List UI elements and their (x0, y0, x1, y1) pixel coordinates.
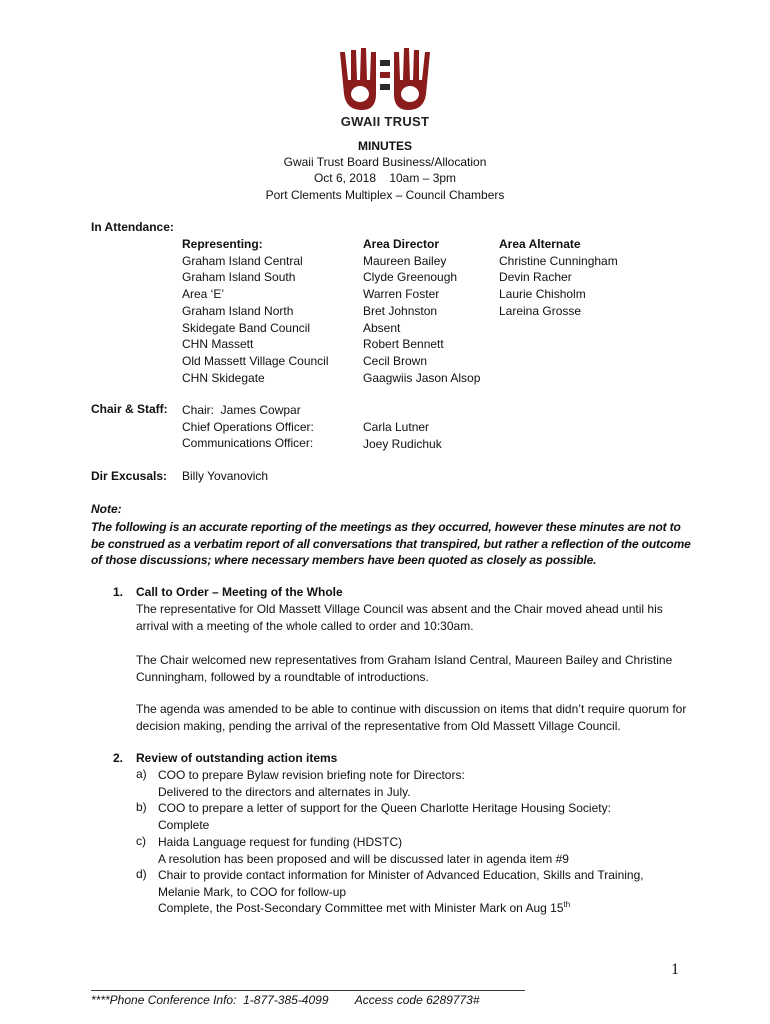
item-letter: a) (136, 767, 147, 781)
action-item-text: COO to prepare a letter of support for the Queen Charlotte Heritage Housing Society: (158, 801, 611, 815)
director-item: Gaagwiis Jason Alsop (363, 370, 481, 385)
footer-conference-info: ****Phone Conference Info: 1-877-385-4099 Access code 6289773# (91, 993, 480, 1007)
director-item: Clyde Greenough (363, 270, 458, 285)
representing-header: Representing: (182, 237, 263, 251)
alternate-item: Christine Cunningham (499, 253, 618, 268)
section-2-title: Review of outstanding action items (136, 751, 338, 765)
action-item (158, 867, 678, 917)
action-item-text: Chair to provide contact information for Minister of Advanced Education, Skills and Training, (158, 868, 644, 882)
attendance-label: In Attendance: (91, 220, 174, 234)
director-item: Robert Bennett (363, 337, 444, 352)
director-item: Maureen Bailey (363, 253, 447, 268)
director-item: Warren Foster (363, 287, 440, 302)
director-item: Bret Johnston (363, 303, 438, 318)
action-item-status-text: Complete, the Post-Secondary Committee met with Minister Mark on Aug 15 (158, 901, 564, 916)
action-item (158, 767, 678, 800)
action-item-status (158, 900, 678, 917)
chair-staff-roles (182, 402, 314, 452)
representing-item: Area ‘E’ (182, 287, 225, 302)
area-alternate-column (499, 236, 618, 320)
alternate-item: Devin Racher (499, 270, 572, 285)
action-item (158, 800, 678, 833)
note-body: The following is an accurate reporting of the meetings as they occurred, however these minutes are not to be construed as a verbatim report of all conversations that transpired, but rather a reflection of the outcome of those discussions; where necessary members have been quoted as closely as possible. (91, 520, 691, 568)
representing-item: Graham Island North (182, 303, 294, 318)
section-1-paragraph: The Chair welcomed new representatives from Graham Island Central, Maureen Bailey and Christine Cunningham, followed by a roundtable of introductions. (136, 653, 673, 684)
meeting-location: Port Clements Multiplex – Council Chambers (265, 188, 505, 202)
representing-item: CHN Massett (182, 337, 254, 352)
document-title: MINUTES (358, 139, 412, 153)
alternate-item: Lareina Grosse (499, 303, 582, 318)
alternate-item: Laurie Chisholm (499, 287, 586, 302)
action-item-text: COO to prepare Bylaw revision briefing note for Directors: (158, 768, 465, 782)
representing-item: Graham Island South (182, 270, 296, 285)
representing-column (182, 236, 329, 386)
action-item-status: A resolution has been proposed and will be discussed later in agenda item #9 (158, 851, 569, 866)
item-letter: d) (136, 867, 147, 881)
section-1-title: Call to Order – Meeting of the Whole (136, 585, 343, 599)
note-heading: Note: (91, 502, 122, 516)
representing-item: CHN Skidegate (182, 370, 265, 385)
section-1-paragraph: The agenda was amended to be able to continue with discussion on items that didn’t require quorum for decision making, pending the arrival of the representative from Old Massett Village Council. (136, 702, 687, 733)
chair-role: Chair: James Cowpar (182, 403, 301, 417)
coo-name: Carla Lutner (363, 420, 430, 434)
area-director-header: Area Director (363, 237, 440, 251)
section-1-number: 1. (113, 585, 124, 599)
area-director-column (363, 236, 480, 386)
meeting-name: Gwaii Trust Board Business/Allocation (283, 155, 487, 169)
area-alternate-header: Area Alternate (499, 237, 581, 251)
ordinal-suffix: th (563, 900, 571, 910)
action-item-status: Complete (158, 817, 210, 832)
meeting-date-time: Oct 6, 2018 10am – 3pm (313, 171, 457, 185)
excusals-value: Billy Yovanovich (182, 469, 269, 483)
action-item-status: Delivered to the directors and alternates in July. (158, 784, 411, 799)
footer-divider (91, 990, 525, 991)
action-item (158, 834, 678, 867)
action-item-text-cont: Melanie Mark, to COO for follow-up (158, 884, 347, 899)
director-item: Cecil Brown (363, 353, 428, 368)
comms-name: Joey Rudichuk (363, 436, 442, 451)
coo-role: Chief Operations Officer: (182, 419, 314, 434)
representing-item: Old Massett Village Council (182, 353, 329, 368)
director-item: Absent (363, 320, 401, 335)
excusals-label: Dir Excusals: (91, 469, 168, 483)
page-number: 1 (671, 961, 679, 978)
item-letter: c) (136, 834, 146, 848)
representing-item: Graham Island Central (182, 253, 303, 268)
action-item-text: Haida Language request for funding (HDSTC) (158, 835, 403, 849)
representing-item: Skidegate Band Council (182, 320, 311, 335)
section-1-paragraph: The representative for Old Massett Village Council was absent and the Chair moved ahead until his arrival with a meeting of the whole called to order and 10:30am. (136, 602, 663, 633)
logo-wordmark: GWAII TRUST (340, 114, 430, 129)
comms-role: Communications Officer: (182, 436, 314, 451)
section-2-number: 2. (113, 751, 124, 765)
chair-staff-names (363, 419, 442, 452)
chair-staff-label: Chair & Staff: (91, 402, 168, 416)
item-letter: b) (136, 800, 147, 814)
